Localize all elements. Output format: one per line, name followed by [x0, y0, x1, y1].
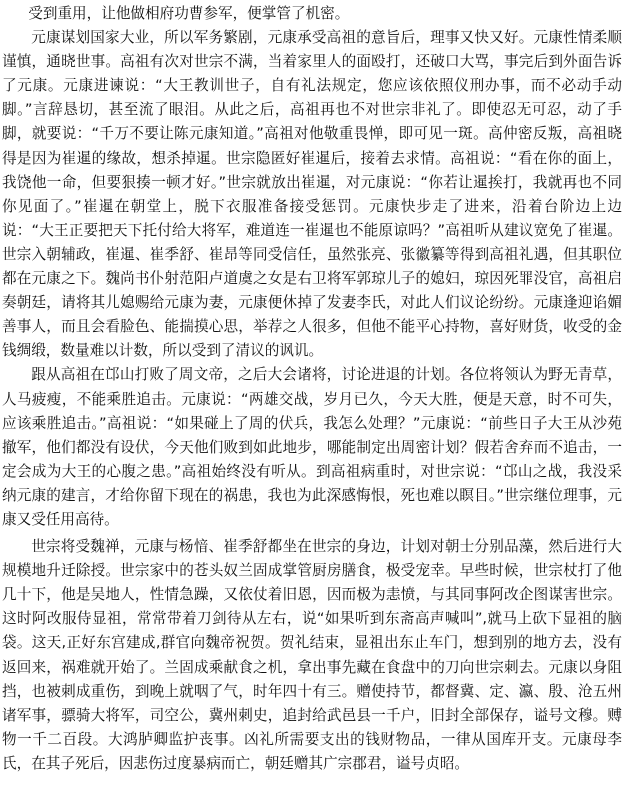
paragraph-3: 跟从高祖在邙山打败了周文帝，之后大会诸将，讨论进退的计划。各位将领认为野无青草，人马疲瘦，不能乘胜追击。元康说：“两雄交战，岁月已久，今天大胜，便是天意，时不可失，应该乘胜追击。”高祖说：“如果碰上了周的伏兵，我怎么处理？”元康说：“前些日子大王从沙苑撤军，他们都没有设伏，今天他们败到如此地步，哪能制定出周密计划？假若舍弃而不追击，一定会成为大王的心腹之患。”高祖始终没有听从。到高祖病重时，对世宗说：“邙山之战，我没采纳元康的建言，才给你留下现在的祸患，我也为此深感悔恨，死也难以瞑目。”世宗继位理事，元康又受任用高待。 [2, 366, 622, 528]
paragraph-2: 元康谋划国家大业，所以军务繁剧，元康承受高祖的意旨后，理事又快又好。元康性情柔顺谨慎，通晓世事。高祖有次对世宗不满，当着家里人的面殴打，还破口大骂，事完后到外面告诉了元康。元康进谏说：“大王教训世子，自有礼法规定，您应该依照仪刑办事，而不必动手动脚。”言辞恳切，甚至流了眼泪。从此之后，高祖再也不对世宗非礼了。即使忍无可忍，动了手脚，就要说：“千万不要让陈元康知道。”高祖对他敬重畏惮，即可见一斑。高仲密反叛，高祖晓得是因为崔暹的缘故，想杀掉暹。世宗隐匿好崔暹后，接着去求情。高祖说：“看在你的面上，我饶他一命，但要狠揍一顿才好。”世宗就放出崔暹，对元康说：“你若让暹挨打，我就再也不同你见面了。”崔暹在朝堂上，脱下衣服准备接受惩罚。元康快步走了进来，沿着台阶边上边说：“大王正要把天下托付给大将军，难道连一崔暹也不能原谅吗？”高祖听从建议宽免了崔暹。世宗入朝辅政，崔暹、崔季舒、崔昂等同受信任，虽然张亮、张徽纂等得到高祖礼遇，但其职位都在元康之下。魏尚书仆射范阳卢道虞之女是右卫将军郭琼儿子的媳妇，琼因死罪没官，高祖启奏朝廷，请将其儿媳赐给元康为妻，元康便休掉了发妻李氏，对此人们议论纷纷。元康逢迎谄媚善事人，而且会看脸色、能揣摸心思，举荐之人很多，但他不能平心持物，喜好财货，收受的金钱绸缎，数量难以计数，所以受到了清议的讽讥。 [2, 29, 622, 360]
paragraph-1: 受到重用，让他做相府功曹参军，便掌管了机密。 [28, 5, 350, 22]
paragraph-4: 世宗将受魏禅，元康与杨愔、崔季舒都坐在世宗的身边，计划对朝士分别品藻，然后进行大规模地升迁除授。世宗家中的苍头奴兰固成掌管厨房膳食，极受宠幸。早些时候，世宗杖打了他几十下，他是吴地人，性情急躁，又依仗着旧恩，因而极为恚愤，与其同事阿改企图谋害世宗。这时阿改服侍显祖，常常带着刀剑待从左右，说“如果听到东斋高声喊叫”,就马上砍下显祖的脑袋。这天,正好东宫建成,群官向魏帝祝贺。贺礼结束，显祖出东止车门，想到别的地方去，没有返回来，祸难就开始了。兰固成乘献食之机，拿出事先藏在食盘中的刀向世宗刺去。元康以身阻挡，也被刺成重伤，到晚上就咽了气，时年四十有三。赠使持节，都督冀、定、瀛、殷、沧五州诸军事，骠骑大将军，司空公，冀州刺史，追封给武邑县一千户，旧封全部保存，谥号文穆。赙物一千二百段。大鸿胪卿监护丧事。凶礼所需要支出的钱财物品，一律从国库开支。元康母李氏，在其子死后，因悲伤过度暴病而亡，朝廷赠其广宗郡君，谥号贞昭。 [2, 538, 622, 772]
